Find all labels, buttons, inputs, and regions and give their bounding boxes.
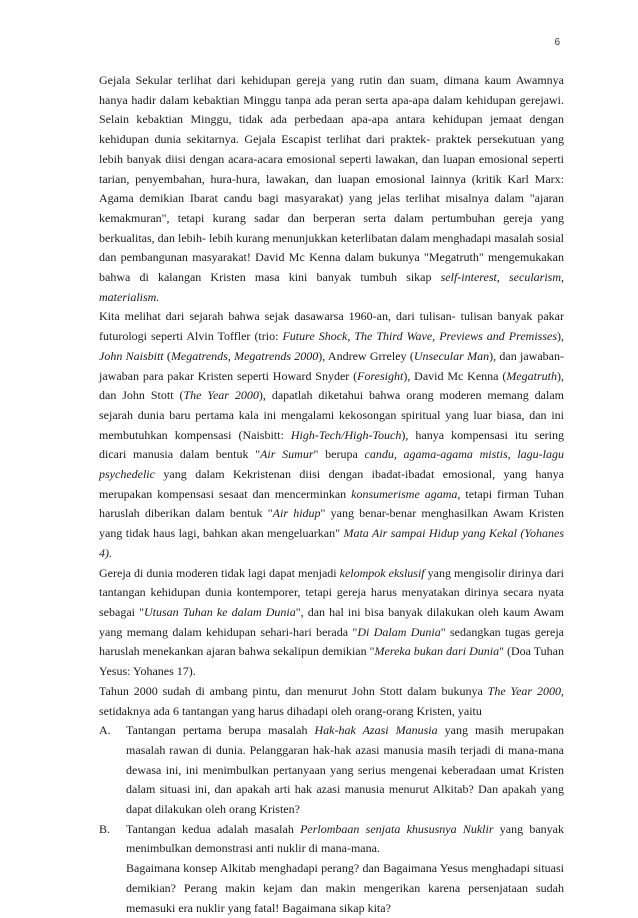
italic-text: Air Sumur xyxy=(260,447,314,462)
paragraph-text: Gejala Sekular terlihat dari kehidupan gereja yang rutin dan suam, dimana kaum Awamnya hanya hadir dalam kebaktian Minggu tanpa ada peran serta apa-apa dalam kehidupan gerejawi. Selain kebaktian Minggu, tidak ada perbedaan apa-apa antara kehidupan jemaat dengan kehidupan dunia sekitarnya. Gejala Escapist terlihat dari praktek- praktek persekutuan yang lebih banyak diisi dengan acara-acara emosional seperti lawakan, dan luapan emosional seperti tarian, penyembahan, hura-hura, lawakan, dan luapan emosional lainnya (kritik Karl Marx: Agama demikian Ibarat candu bagi masyarakat) yang jelas terlihat misalnya dalam "ajaran kemakmuran", tetapi kurang sadar dan berperan serta dalam pertumbuhan gereja yang berkualitas, dan lebih- lebih kurang menunjukkan keterlibatan dalam menghadapi masalah sosial dan pembangunan masyarakat! David Mc Kenna dalam bukunya "Megatruth" mengemukakan bahwa di kalangan Kristen masa kini banyak tumbuh sikap xyxy=(99,73,564,285)
italic-text: Perlombaan senjata khususnya Nuklir xyxy=(300,821,494,836)
paragraph-year-2000 xyxy=(99,682,564,721)
paragraph-text: Tantangan kedua adalah masalah xyxy=(126,821,301,836)
italic-text: Megatrends, Megatrends 2000 xyxy=(170,348,319,363)
italic-text: John Naisbitt xyxy=(99,348,164,363)
italic-text: High-Tech/High-Touch xyxy=(290,427,402,442)
list-item-text xyxy=(126,820,564,859)
italic-text: Hak-hak Azasi Manusia xyxy=(314,723,438,738)
paragraph-text: yang masih merupakan masalah rawan di dunia. Pelanggaran hak-hak azasi manusia masih terjadi di mana-mana dewasa ini, ini menimbulkan pertanyaan yang serius mengenai keberadaan umat Kristen dalam situasi ini, dan apakah arti hak azasi manusia menurut Alkitab? Dan apakah yang dapat dilakukan oleh orang Kristen? xyxy=(126,723,564,817)
paragraph-text: ), Andrew Grreley ( xyxy=(318,348,414,363)
paragraph-text: , setidaknya ada 6 tantangan yang harus dihadapi oleh orang-orang Kristen, yaitu xyxy=(99,683,564,718)
italic-text: Future Shock, The Third Wave, Previews and Premisses xyxy=(282,329,557,344)
list-item-text xyxy=(126,721,564,820)
italic-text: Air hidup xyxy=(272,506,321,521)
paragraph-text: yang banyak menimbulkan demonstrasi anti nuklir di mana-mana. xyxy=(126,821,564,856)
italic-text: Unsecular Man xyxy=(413,348,490,363)
list-item-text-continued: Bagaimana konsep Alkitab menghadapi perang? dan Bagaimana Yesus menghadapi situasi demikian? Perang makin kejam dan makin mengerikan karena persenjataan sudah memasuki era nuklir yang fatal! Bagaimana sikap kita? xyxy=(126,861,564,915)
paragraph-text: tetapi firman Tuhan haruslah diberikan dalam bentuk " xyxy=(99,486,564,521)
page-number: 6 xyxy=(554,37,560,48)
paragraph-church-modern-world xyxy=(99,564,564,682)
italic-text: Utusan Tuhan ke dalam Dunia xyxy=(143,604,296,619)
list-item-nuclear-arms xyxy=(99,820,564,918)
list-marker: B. xyxy=(99,821,111,836)
paragraph-text: ( xyxy=(163,348,171,363)
italic-text: The Year 2000 xyxy=(183,388,259,403)
italic-text: Mereka bukan dari Dunia xyxy=(374,644,500,659)
paragraph-text: " yang benar-benar menghasilkan Awam Kristen yang tidak haus lagi, bahkan akan mengeluarkan" xyxy=(99,506,565,541)
list-marker: A. xyxy=(99,723,111,738)
paragraph-text: " berupa xyxy=(313,447,365,462)
paragraph-text: Tahun 2000 sudah di ambang pintu, dan menurut John Stott dalam bukunya xyxy=(99,683,488,698)
italic-text: Foresight xyxy=(357,368,404,383)
paragraph-futurology xyxy=(99,307,564,563)
italic-text: kelompok ekslusif xyxy=(339,565,425,580)
italic-text: Megatruth xyxy=(506,368,558,383)
italic-text: candu, agama-agama mistis, lagu-lagu psychedelic xyxy=(99,447,565,482)
paragraph-text: ", dan hal ini bisa banyak dilakukan oleh kaum Awam yang memang dalam kehidupan sehari-hari berada " xyxy=(99,604,564,639)
paragraph-text: Tantangan pertama berupa masalah xyxy=(126,723,315,738)
paragraph-text: yang dalam Kekristenan diisi dengan ibadat-ibadat emosional, yang hanya merupakan kompensasi sesaat dan mencerminkan xyxy=(99,467,564,501)
body-text xyxy=(99,71,564,918)
challenges-list xyxy=(99,721,564,918)
italic-text: Di Dalam Dunia xyxy=(357,624,441,639)
paragraph-text: ), David Mc Kenna ( xyxy=(403,368,507,383)
paragraph-text: ), dan jawaban-jawaban para pakar Kristen seperti Howard Snyder ( xyxy=(99,348,564,383)
paragraph-text: " sedangkan tugas gereja haruslah menekankan ajaran bahwa sekalipun demikian " xyxy=(99,624,565,659)
paragraph-text: ), dapatlah diketahui bahwa orang moderen memang dalam sejarah dunia baru pertama kala ini mengalami kekosongan spiritual yang luar biasa, dan ini membutuhkan kompensasi (Naisbitt: xyxy=(99,388,564,442)
paragraph-text: ), hanya kompensasi itu sering dicari manusia dalam bentuk " xyxy=(99,427,564,462)
paragraph-text: Gereja di dunia moderen tidak lagi dapat menjadi xyxy=(99,565,340,580)
italic-text: self-interest, secularism, materialism. xyxy=(99,270,564,304)
italic-text: The Year 2000 xyxy=(487,683,561,698)
paragraph-text: ), xyxy=(557,329,564,344)
paragraph-text: ), dan John Stott ( xyxy=(99,368,565,403)
paragraph-text: " (Doa Tuhan Yesus: Yohanes 17). xyxy=(99,644,564,679)
paragraph-secular-escapist xyxy=(99,71,564,307)
list-item-human-rights xyxy=(99,721,564,820)
paragraph-text: yang mengisolir dirinya dari tantangan kehidupan dunia kontemporer, tetapi gereja harus menyatakan dirinya secara nyata sebagai " xyxy=(99,565,564,619)
paragraph-text: Kita melihat dari sejarah bahwa sejak dasawarsa 1960-an, dari tulisan- tulisan banyak pakar futurologi seperti Alvin Toffler (trio: xyxy=(99,309,564,344)
italic-text: Mata Air sampai Hidup yang Kekal (Yohanes 4). xyxy=(99,526,564,560)
italic-text: konsumerisme agama, xyxy=(351,486,461,501)
